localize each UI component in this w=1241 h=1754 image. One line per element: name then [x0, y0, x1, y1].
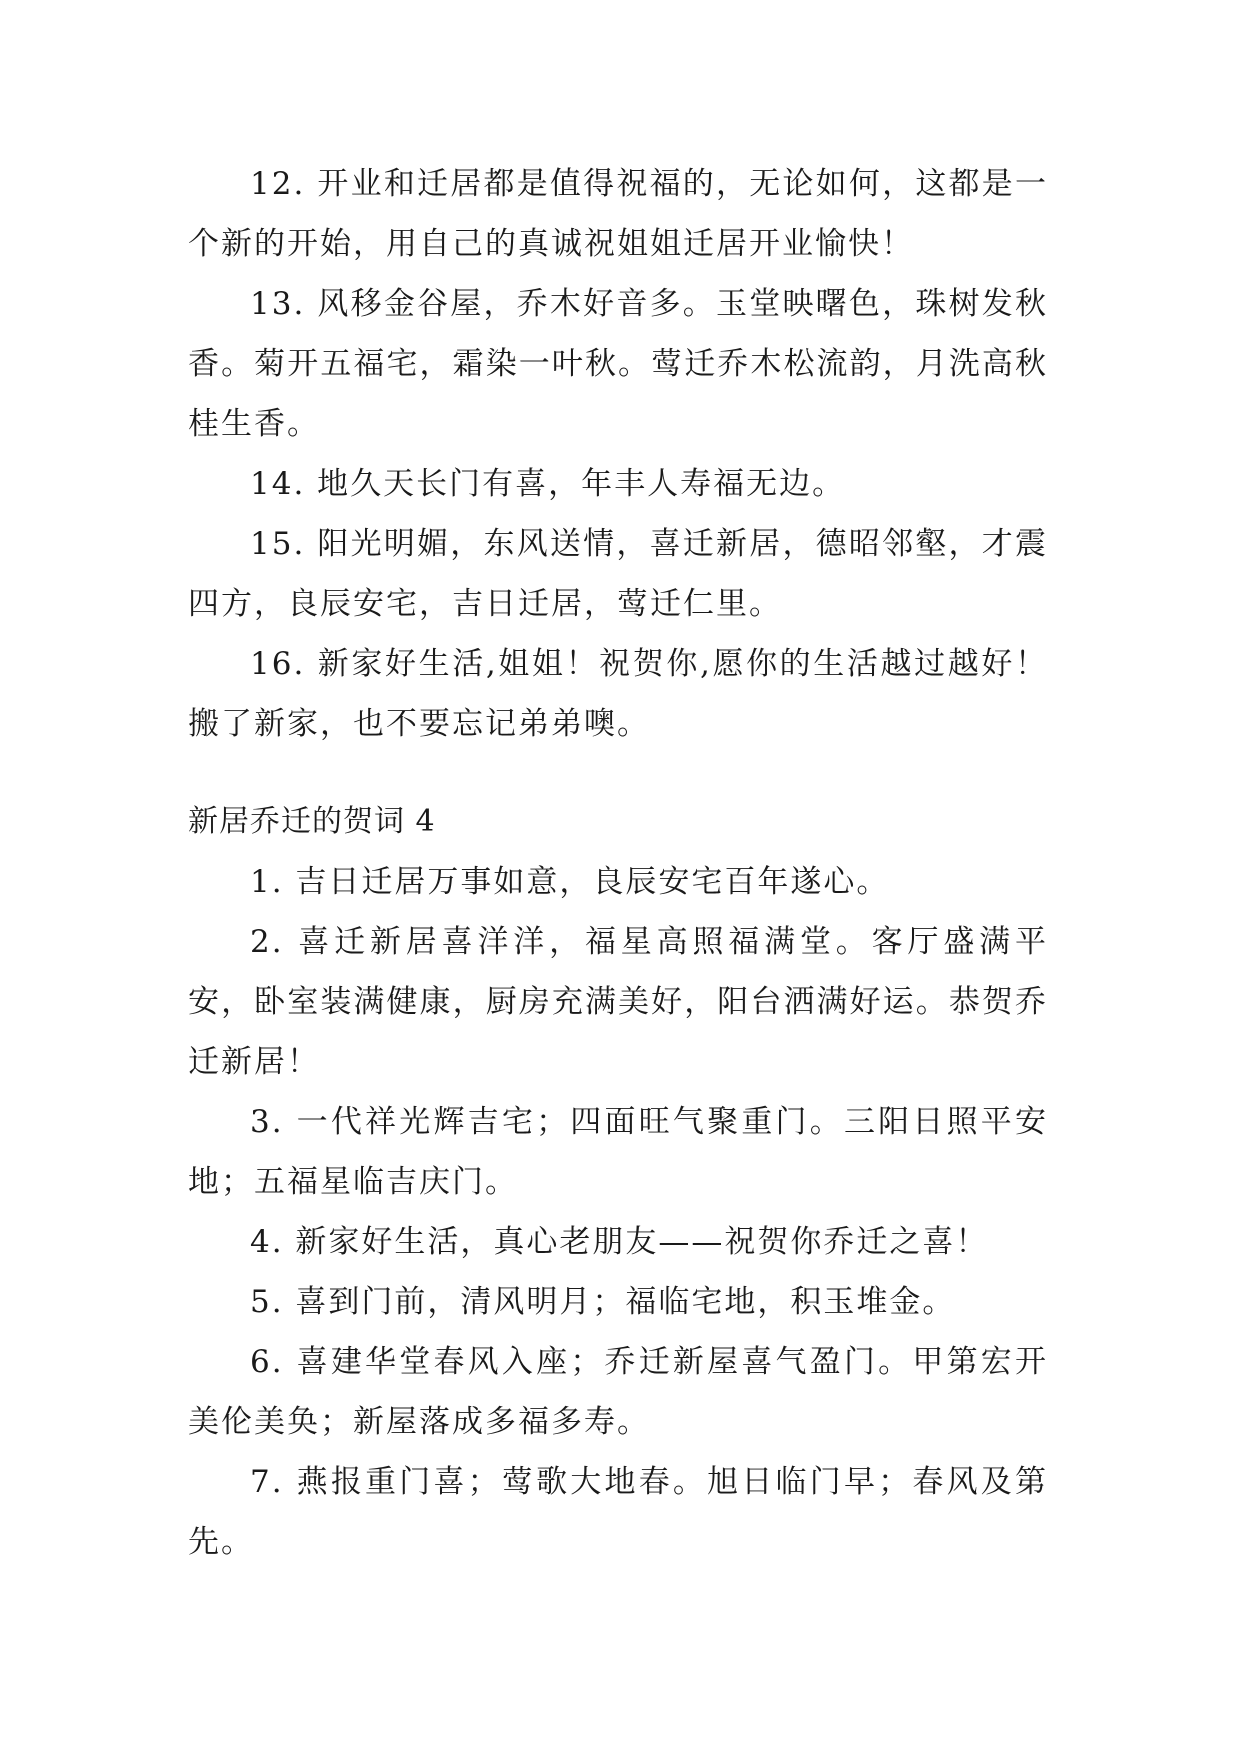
list-item: 5. 喜到门前，清风明月；福临宅地，积玉堆金。: [250, 1284, 956, 1320]
list-item: 16. 新家好生活,姐姐！祝贺你,愿你的生活越过越好！搬了新家，也不要忘记弟弟噢。: [188, 646, 1048, 742]
list-item: 4. 新家好生活，真心老朋友——祝贺你乔迁之喜！: [250, 1224, 989, 1260]
list-item: 12. 开业和迁居都是值得祝福的，无论如何，这都是一个新的开始，用自己的真诚祝姐姐迁居开业愉快！: [188, 166, 1048, 262]
list-item: 7. 燕报重门喜；莺歌大地春。旭日临门早；春风及第先。: [188, 1464, 1048, 1560]
list-item: 3. 一代祥光辉吉宅；四面旺气聚重门。三阳日照平安地；五福星临吉庆门。: [188, 1104, 1048, 1200]
list-item: 15. 阳光明媚，东风送情，喜迁新居，德昭邻壑，才震四方，良辰安宅，吉日迁居，莺迁仁里。: [188, 526, 1048, 622]
section-spacer: [188, 754, 1048, 792]
list-item: 13. 风移金谷屋，乔木好音多。玉堂映曙色，珠树发秋香。菊开五福宅，霜染一叶秋。莺迁乔木松流韵，月洗高秋桂生香。: [188, 286, 1048, 442]
list-item: 14. 地久天长门有喜，年丰人寿福无边。: [250, 466, 846, 502]
list-item: 6. 喜建华堂春风入座；乔迁新屋喜气盈门。甲第宏开美伦美奂；新屋落成多福多寿。: [188, 1344, 1048, 1440]
document-body: [188, 154, 1048, 1572]
list-item: 1. 吉日迁居万事如意，良辰安宅百年遂心。: [250, 864, 890, 900]
list-item: 2. 喜迁新居喜洋洋，福星高照福满堂。客厅盛满平安，卧室装满健康，厨房充满美好，阳台洒满好运。恭贺乔迁新居！: [188, 924, 1048, 1080]
section-heading: 新居乔迁的贺词 4: [188, 804, 436, 839]
